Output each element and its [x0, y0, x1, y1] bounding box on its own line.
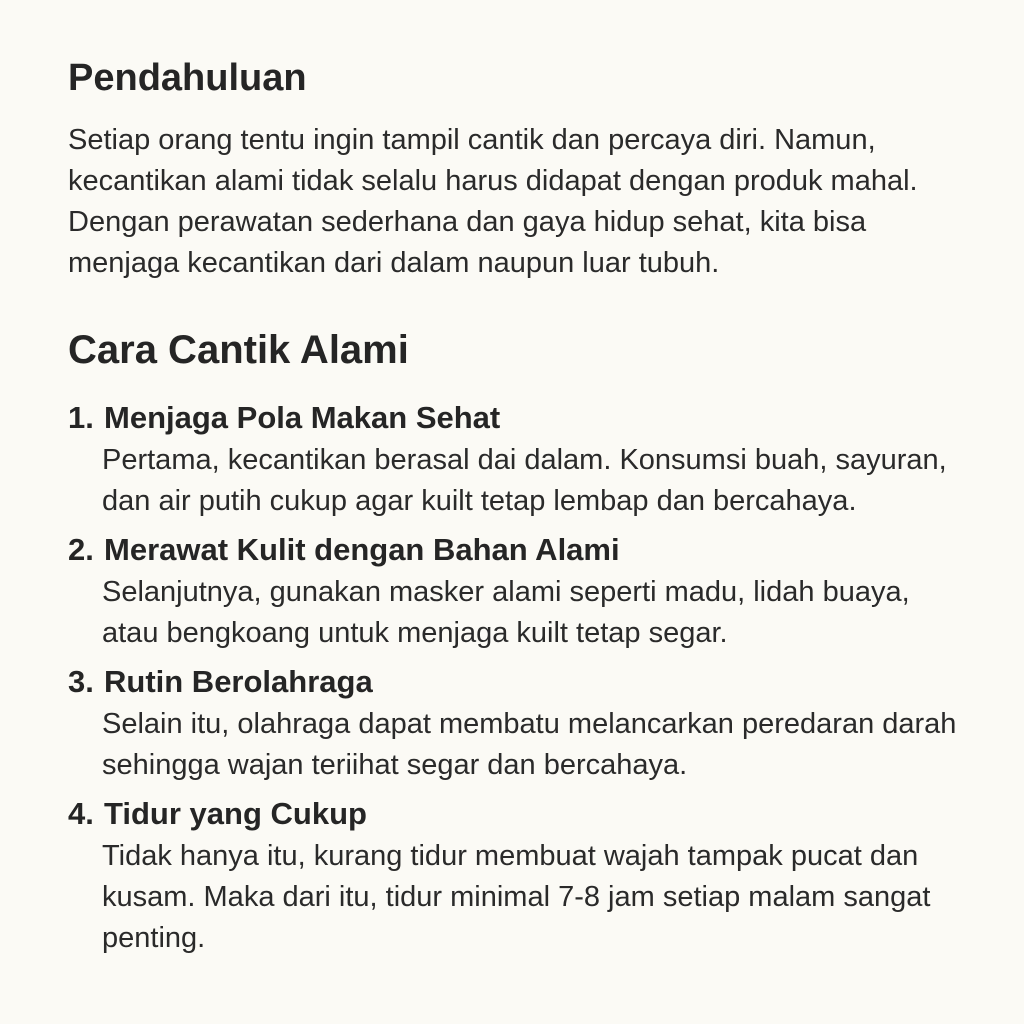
tip-title [68, 528, 968, 572]
tip-title-text: Merawat Kulit dengan Bahan Alami [104, 532, 620, 567]
tip-number: 2. [68, 532, 94, 567]
tip-title [68, 792, 968, 836]
list-item [68, 792, 968, 959]
tip-body: Pertama, kecantikan berasal dai dalam. Konsumsi buah, sayuran, dan air putih cukup agar kuilt tetap lembap dan bercahaya. [102, 444, 947, 517]
section-heading: Cara Cantik Alami [68, 328, 409, 372]
tips-list [68, 396, 968, 959]
tip-title [68, 660, 968, 704]
tip-number: 1. [68, 400, 94, 435]
tip-title-text: Menjaga Pola Makan Sehat [104, 400, 501, 435]
tip-title-text: Rutin Berolahraga [104, 664, 373, 699]
intro-paragraph: Setiap orang tentu ingin tampil cantik dan percaya diri. Namun, kecantikan alami tidak selalu harus didapat dengan produk mahal. Dengan perawatan sederhana dan gaya hidup sehat, kita bisa menjaga kecantikan dari dalam naupun luar tubuh. [68, 124, 918, 279]
tip-body: Selain itu, olahraga dapat membatu melancarkan peredaran darah sehingga wajan teriihat segar dan bercahaya. [102, 708, 957, 781]
list-item [68, 528, 968, 654]
tip-number: 3. [68, 664, 94, 699]
tip-title-text: Tidur yang Cukup [104, 796, 367, 831]
intro-heading: Pendahuluan [68, 57, 307, 99]
list-item [68, 396, 968, 522]
tip-body: Selanjutnya, gunakan masker alami seperti madu, lidah buaya, atau bengkoang untuk menjaga kuilt tetap segar. [102, 576, 910, 649]
tip-title [68, 396, 968, 440]
article [68, 52, 968, 965]
tip-body: Tidak hanya itu, kurang tidur membuat wajah tampak pucat dan kusam. Maka dari itu, tidur minimal 7-8 jam setiap malam sangat penting. [102, 840, 931, 954]
tip-number: 4. [68, 796, 94, 831]
list-item [68, 660, 968, 786]
